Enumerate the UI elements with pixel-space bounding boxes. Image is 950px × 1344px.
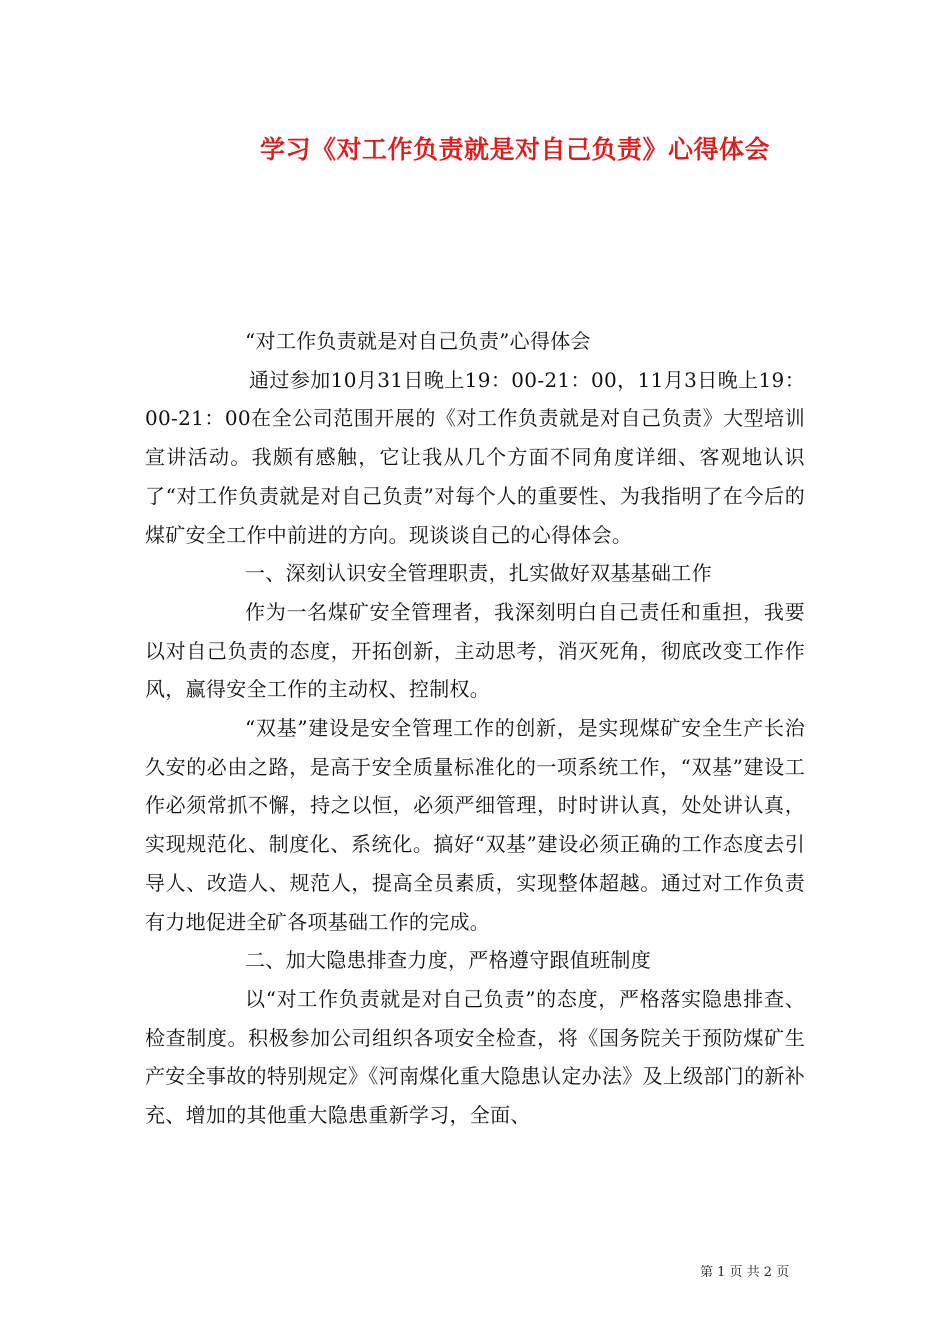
body-paragraph: 以“对工作负责就是对自己负责”的态度，严格落实隐患排查、检查制度。积极参加公司组织各项安全检查，将《国务院关于预防煤矿生产安全事故的特别规定》《河南煤化重大隐患认定办法》及上级部门的新补充、增加的其他重大隐患重新学习，全面、 (145, 986, 805, 1128)
body-paragraph: “双基”建设是安全管理工作的创新，是实现煤矿安全生产长治久安的必由之路，是高于安全质量标准化的一项系统工作，“双基”建设工作必须常抓不懈，持之以恒，必须严细管理，时时讲认真，处处讲认真，实现规范化、制度化、系统化。搞好“双基”建设必须正确的工作态度去引导人、改造人、规范人，提高全员素质，实现整体超越。通过对工作负责有力地促进全矿各项基础工作的完成。 (145, 716, 805, 934)
body-subtitle: “对工作负责就是对自己负责”心得体会 (245, 329, 591, 353)
body-paragraph: 作为一名煤矿安全管理者，我深刻明白自己责任和重担，我要以对自己负责的态度，开拓创新，主动思考，消灭死角，彻底改变工作作风，赢得安全工作的主动权、控制权。 (145, 599, 805, 702)
section-heading: 一、深刻认识安全管理职责，扎实做好双基基础工作 (245, 561, 712, 586)
page-number-footer: 第 1 页 共 2 页 (700, 1265, 790, 1280)
body-paragraph: 通过参加10月31日晚上19：00-21：00，11月3日晚上19：00-21：00在全公司范围开展的《对工作负责就是对自己负责》大型培训宣讲活动。我颇有感触，它让我从几个方面不同角度详细、客观地认识了“对工作负责就是对自己负责”对每个人的重要性、为我指明了在今后的煤矿安全工作中前进的方向。现谈谈自己的心得体会。 (145, 367, 805, 547)
section-heading: 二、加大隐患排查力度，严格遵守跟值班制度 (245, 948, 651, 973)
document-title: 学习《对工作负责就是对自己负责》心得体会 (259, 135, 770, 164)
document-body (145, 322, 805, 1135)
